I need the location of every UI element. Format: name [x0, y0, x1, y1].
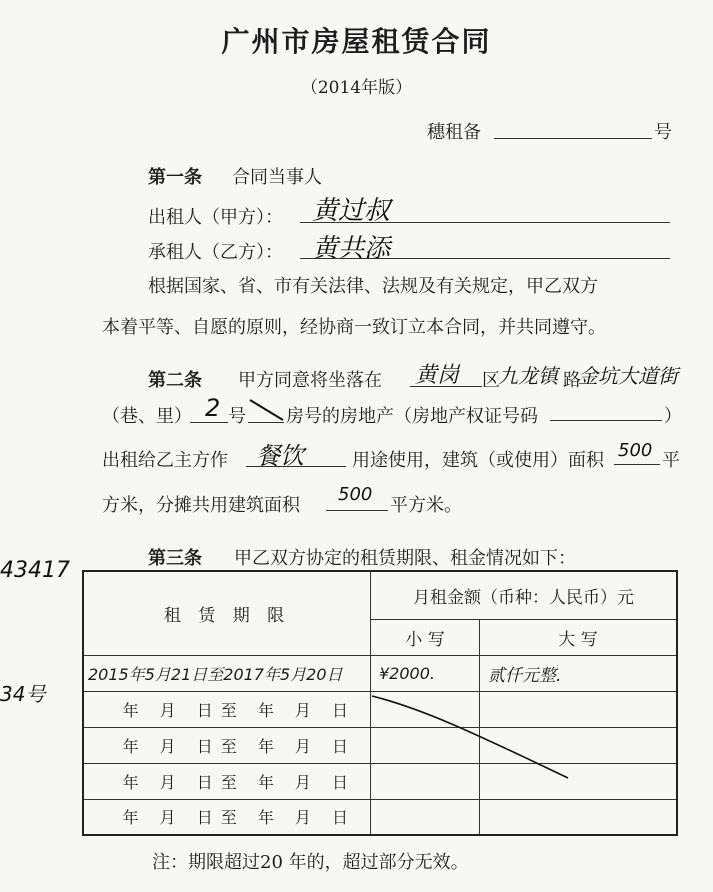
- house-number-line: [190, 422, 228, 423]
- big-amount-cell: 贰仟元整.: [480, 655, 678, 691]
- district-value: 黄岗: [415, 363, 460, 388]
- registration-suffix: 号: [654, 122, 672, 143]
- article2-text5: 号: [228, 406, 246, 427]
- small-amount-header: 小 写: [371, 619, 480, 655]
- area-value: 500: [618, 440, 653, 461]
- town-value: 九龙镇: [498, 364, 558, 388]
- article2-text11: 方米，分摊共用建筑面积: [102, 495, 300, 516]
- table-row: [83, 799, 677, 835]
- contract-title: 广州市房屋租赁合同: [221, 25, 492, 58]
- article2-text3: 路: [563, 370, 581, 391]
- small-amount-cell: ¥2000.: [371, 655, 480, 691]
- article3-text: 甲乙双方协定的租赁期限、租金情况如下：: [234, 548, 576, 569]
- margin-note-number: 43417: [0, 558, 70, 583]
- small-amount-cell: [371, 799, 480, 835]
- margin-note-house: 34号: [0, 682, 46, 706]
- article1-text: 合同当事人: [232, 167, 322, 188]
- article2-text12: 平方米。: [390, 495, 462, 516]
- street-value: 金坑大道街: [578, 364, 678, 388]
- property-cert-line: [550, 420, 662, 421]
- contract-version: （2014年版）: [300, 78, 413, 98]
- lessee-line: [300, 258, 670, 259]
- big-amount-header: 大 写: [480, 619, 678, 655]
- period-cell: 年 月 日至 年 月 日: [83, 763, 371, 799]
- article2-heading: 第二条: [148, 370, 202, 391]
- article1-heading: 第一条: [148, 167, 202, 188]
- period-cell: 年 月 日至 年 月 日: [83, 727, 371, 763]
- shared-area-line: [326, 510, 388, 511]
- shared-area-value: 500: [338, 484, 373, 505]
- usage-line: [246, 466, 346, 467]
- lessee-label: 承租人（乙方）：: [148, 242, 283, 263]
- period-header: 租 赁 期 限: [83, 571, 371, 655]
- room-number-strike: [247, 396, 287, 424]
- rent-header: 月租金额（币种：人民币）元: [371, 571, 678, 619]
- table-row: [83, 655, 677, 691]
- article1-para-line1: 根据国家、省、市有关法律、法规及有关规定，甲乙双方: [148, 276, 598, 297]
- article2-text9: 用途使用，建筑（或使用）面积: [352, 450, 604, 471]
- registration-blank: [494, 138, 652, 139]
- lessor-label: 出租人（甲方）：: [148, 207, 283, 228]
- usage-value: 餐饮: [256, 442, 304, 470]
- article2-text10: 平: [662, 450, 680, 471]
- article1-para-line2: 本着平等、自愿的原则，经协商一致订立本合同，并共同遵守。: [102, 317, 606, 338]
- article2-text6: 房号的房地产（房地产权证号码: [286, 406, 538, 427]
- period-cell: 2015年5月21日至2017年5月20日: [83, 655, 371, 691]
- room-number-line: [248, 422, 284, 423]
- term-limit-note: 注：期限超过20 年的，超过部分无效。: [152, 852, 469, 873]
- lessor-name: 黄过叔: [312, 196, 391, 226]
- period-cell: 年 月 日至 年 月 日: [83, 799, 371, 835]
- article2-text4: （巷、里）: [102, 406, 192, 427]
- district-line: [410, 386, 482, 387]
- lessee-name: 黄共添: [312, 234, 391, 264]
- article2-text2: 区: [482, 370, 500, 391]
- article3-heading: 第三条: [148, 548, 202, 569]
- rent-strike-line: [368, 690, 578, 785]
- article2-text8: 出租给乙主方作: [102, 450, 228, 471]
- area-line: [614, 464, 660, 465]
- big-amount-cell: [480, 799, 678, 835]
- house-number-value: 2: [205, 394, 221, 422]
- article2-text7: ）: [664, 406, 682, 427]
- registration-prefix: 穗租备: [427, 122, 481, 143]
- article2-text1: 甲方同意将坐落在: [238, 370, 382, 391]
- lessor-line: [300, 222, 670, 223]
- period-cell: 年 月 日至 年 月 日: [83, 691, 371, 727]
